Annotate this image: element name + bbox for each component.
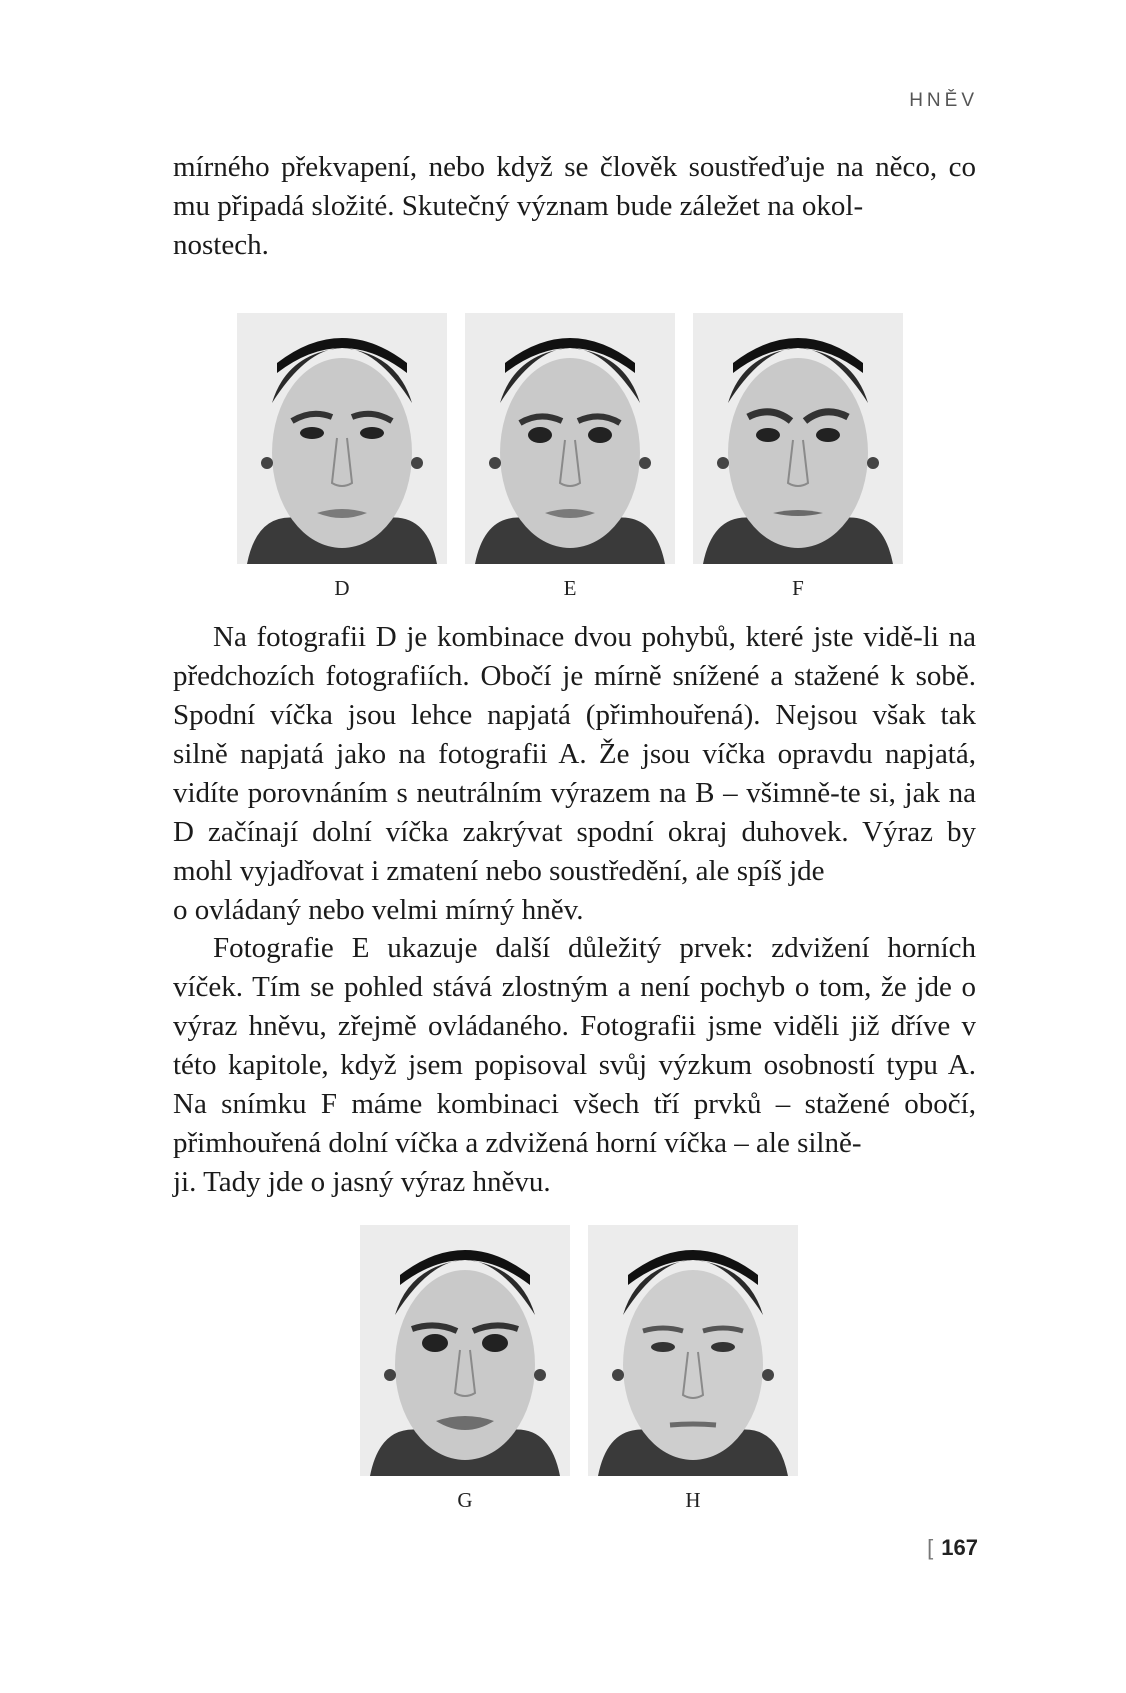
paragraph-photo-e-text: Fotografie E ukazuje další důležitý prvek: zdvižení horních víček. Tím se pohled stává zlostným a není pochyb o tom, že jde o výraz hněvu, zřejmě ovládaného. Fotografii jsme viděli již dříve v této kapitole, když jsem popisoval svůj výzkum osobností typu A. Na snímku F máme kombinaci všech tří prvků – stažené obočí, přimhouřená dolní víčka a zdvižená horní víčka – ale silně- [173, 932, 976, 1159]
face-photo-d [237, 313, 447, 564]
caption-e: E [563, 576, 577, 600]
page-number [927, 1535, 978, 1561]
paragraph-intro-text: mírného překvapení, nebo když se člověk soustřeďuje na něco, co mu připadá složité. Skutečný význam bude záležet na okol- [173, 151, 976, 222]
figure-f [693, 313, 903, 601]
running-head: HNĚV [909, 90, 978, 111]
paragraph-intro [173, 148, 976, 265]
photo-row-top [237, 313, 903, 601]
paragraph-photo-d [173, 618, 976, 930]
photo-row-bottom [360, 1225, 798, 1513]
figure-g [360, 1225, 570, 1513]
figure-e [465, 313, 675, 601]
page-number-value: 167 [941, 1535, 978, 1560]
paragraph-photo-e [173, 929, 976, 1202]
caption-h: H [685, 1488, 701, 1512]
paragraph-photo-d-last-line: o ovládaný nebo velmi mírný hněv. [173, 894, 584, 926]
figure-h [588, 1225, 798, 1513]
paragraph-photo-d-text: Na fotografii D je kombinace dvou pohybů, které jste vidě-li na předchozích fotografiích. Obočí je mírně snížené a stažené k sobě. Spodní víčka jsou lehce napjatá (přimhouřená). Nejsou však tak silně napjatá jako na fotografii A. Že jsou víčka opravdu napjatá, vidíte porovnáním s neutrálním výrazem na B – všimně-te si, jak na D začínají dolní víčka zakrývat spodní okraj duhovek. Výraz by mohl vyjadřovat i zmatení nebo soustředění, ale spíš jde [173, 621, 976, 887]
caption-g: G [457, 1488, 473, 1512]
face-photo-g [360, 1225, 570, 1476]
face-photo-h [588, 1225, 798, 1476]
figure-d [237, 313, 447, 601]
paragraph-intro-last-line: nostech. [173, 229, 269, 261]
face-photo-f [693, 313, 903, 564]
caption-d: D [334, 576, 350, 600]
folio-bracket: [ [927, 1535, 934, 1560]
caption-f: F [792, 576, 804, 600]
paragraph-photo-e-last-line: ji. Tady jde o jasný výraz hněvu. [173, 1166, 551, 1198]
face-photo-e [465, 313, 675, 564]
